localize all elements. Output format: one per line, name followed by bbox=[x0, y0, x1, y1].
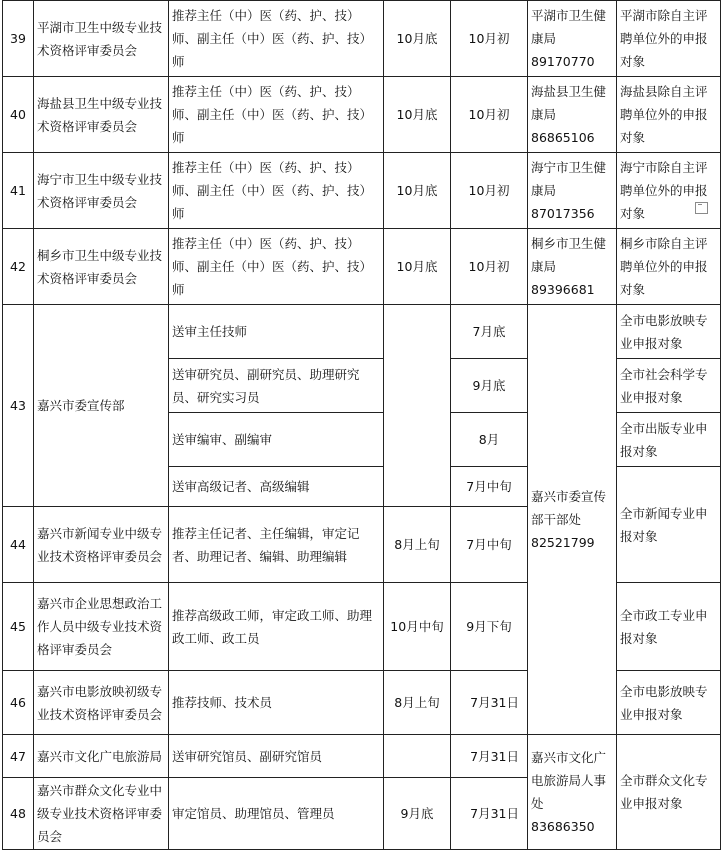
target-applicants: 平湖市除自主评聘单位外的申报对象 bbox=[617, 1, 721, 77]
review-scope: 推荐主任（中）医（药、护、技）师、副主任（中）医（药、护、技）师 bbox=[169, 229, 384, 305]
declare-time: 10月底 bbox=[384, 1, 451, 77]
target-applicants: 全市新闻专业申报对象 bbox=[617, 467, 721, 583]
review-scope: 推荐主任（中）医（药、护、技）师、副主任（中）医（药、护、技）师 bbox=[169, 153, 384, 229]
committee-name: 海盐县卫生中级专业技术资格评审委员会 bbox=[34, 77, 169, 153]
target-applicants: 海盐县除自主评聘单位外的申报对象 bbox=[617, 77, 721, 153]
contact-dept: 嘉兴市委宣传部干部处 bbox=[531, 489, 607, 527]
contact-phone: 86865106 bbox=[531, 130, 595, 145]
review-time: 7月31日 bbox=[451, 671, 528, 735]
review-time: 10月初 bbox=[451, 229, 528, 305]
target-applicants: 全市电影放映专业申报对象 bbox=[617, 305, 721, 359]
declare-time bbox=[384, 735, 451, 778]
contact bbox=[528, 229, 617, 305]
declare-time: 10月底 bbox=[384, 77, 451, 153]
review-scope: 送审编审、副编审 bbox=[169, 413, 384, 467]
contact bbox=[528, 305, 617, 735]
table-row bbox=[3, 1, 721, 77]
row-number: 39 bbox=[3, 1, 34, 77]
contact bbox=[528, 153, 617, 229]
row-number: 47 bbox=[3, 735, 34, 778]
contact-phone: 89170770 bbox=[531, 54, 595, 69]
committee-name: 嘉兴市企业思想政治工作人员中级专业技术资格评审委员会 bbox=[34, 583, 169, 671]
row-number: 48 bbox=[3, 778, 34, 850]
contact-dept: 平湖市卫生健康局 bbox=[531, 8, 607, 46]
contact-phone: 87017356 bbox=[531, 206, 595, 221]
review-scope: 推荐主任（中）医（药、护、技）师、副主任（中）医（药、护、技）师 bbox=[169, 1, 384, 77]
table-row bbox=[3, 153, 721, 229]
contact-phone: 89396681 bbox=[531, 282, 595, 297]
target-applicants: 海宁市除自主评聘单位外的申报对象 bbox=[617, 153, 721, 229]
row-number: 42 bbox=[3, 229, 34, 305]
target-applicants: 全市社会科学专业申报对象 bbox=[617, 359, 721, 413]
review-scope: 送审高级记者、高级编辑 bbox=[169, 467, 384, 507]
committee-name: 平湖市卫生中级专业技术资格评审委员会 bbox=[34, 1, 169, 77]
declare-time: 8月上旬 bbox=[384, 671, 451, 735]
target-applicants: 全市政工专业申报对象 bbox=[617, 583, 721, 671]
review-time: 10月初 bbox=[451, 153, 528, 229]
committee-name: 海宁市卫生中级专业技术资格评审委员会 bbox=[34, 153, 169, 229]
committee-name: 桐乡市卫生中级专业技术资格评审委员会 bbox=[34, 229, 169, 305]
contact-dept: 海盐县卫生健康局 bbox=[531, 84, 607, 122]
comment-note-icon[interactable] bbox=[695, 202, 708, 214]
committee-name: 嘉兴市新闻专业中级专业技术资格评审委员会 bbox=[34, 507, 169, 583]
review-scope: 推荐主任（中）医（药、护、技）师、副主任（中）医（药、护、技）师 bbox=[169, 77, 384, 153]
table-row bbox=[3, 305, 721, 359]
review-time: 9月下旬 bbox=[451, 583, 528, 671]
review-time: 7月底 bbox=[451, 305, 528, 359]
declare-time bbox=[384, 305, 451, 507]
contact-dept: 嘉兴市文化广电旅游局人事处 bbox=[531, 750, 607, 811]
declare-time: 10月底 bbox=[384, 229, 451, 305]
contact bbox=[528, 735, 617, 850]
review-scope: 送审研究馆员、副研究馆员 bbox=[169, 735, 384, 778]
declare-time: 10月底 bbox=[384, 153, 451, 229]
review-scope: 送审主任技师 bbox=[169, 305, 384, 359]
review-time: 10月初 bbox=[451, 77, 528, 153]
target-applicants: 桐乡市除自主评聘单位外的申报对象 bbox=[617, 229, 721, 305]
review-scope: 推荐主任记者、主任编辑，审定记者、助理记者、编辑、助理编辑 bbox=[169, 507, 384, 583]
row-number: 46 bbox=[3, 671, 34, 735]
review-scope: 推荐高级政工师，审定政工师、助理政工师、政工员 bbox=[169, 583, 384, 671]
committee-name: 嘉兴市群众文化专业中级专业技术资格评审委员会 bbox=[34, 778, 169, 850]
contact bbox=[528, 77, 617, 153]
review-time: 7月中旬 bbox=[451, 507, 528, 583]
table-row bbox=[3, 735, 721, 778]
contact-dept: 海宁市卫生健康局 bbox=[531, 160, 607, 198]
contact-phone: 83686350 bbox=[531, 819, 595, 834]
contact-phone: 82521799 bbox=[531, 535, 595, 550]
row-number: 45 bbox=[3, 583, 34, 671]
committee-name: 嘉兴市委宣传部 bbox=[34, 305, 169, 507]
review-committee-table bbox=[2, 0, 721, 850]
target-applicants: 全市群众文化专业申报对象 bbox=[617, 735, 721, 850]
row-number: 40 bbox=[3, 77, 34, 153]
table-row bbox=[3, 77, 721, 153]
review-time: 8月 bbox=[451, 413, 528, 467]
review-time: 9月底 bbox=[451, 359, 528, 413]
contact-dept: 桐乡市卫生健康局 bbox=[531, 236, 607, 274]
row-number: 44 bbox=[3, 507, 34, 583]
declare-time: 8月上旬 bbox=[384, 507, 451, 583]
committee-name: 嘉兴市电影放映初级专业技术资格评审委员会 bbox=[34, 671, 169, 735]
review-time: 7月中旬 bbox=[451, 467, 528, 507]
declare-time: 9月底 bbox=[384, 778, 451, 850]
review-scope: 推荐技师、技术员 bbox=[169, 671, 384, 735]
row-number: 41 bbox=[3, 153, 34, 229]
review-time: 10月初 bbox=[451, 1, 528, 77]
table-row bbox=[3, 229, 721, 305]
declare-time: 10月中旬 bbox=[384, 583, 451, 671]
review-time: 7月31日 bbox=[451, 735, 528, 778]
review-scope: 送审研究员、副研究员、助理研究员、研究实习员 bbox=[169, 359, 384, 413]
review-scope: 审定馆员、助理馆员、管理员 bbox=[169, 778, 384, 850]
contact bbox=[528, 1, 617, 77]
row-number: 43 bbox=[3, 305, 34, 507]
target-applicants: 全市电影放映专业申报对象 bbox=[617, 671, 721, 735]
committee-name: 嘉兴市文化广电旅游局 bbox=[34, 735, 169, 778]
target-applicants: 全市出版专业申报对象 bbox=[617, 413, 721, 467]
review-time: 7月31日 bbox=[451, 778, 528, 850]
